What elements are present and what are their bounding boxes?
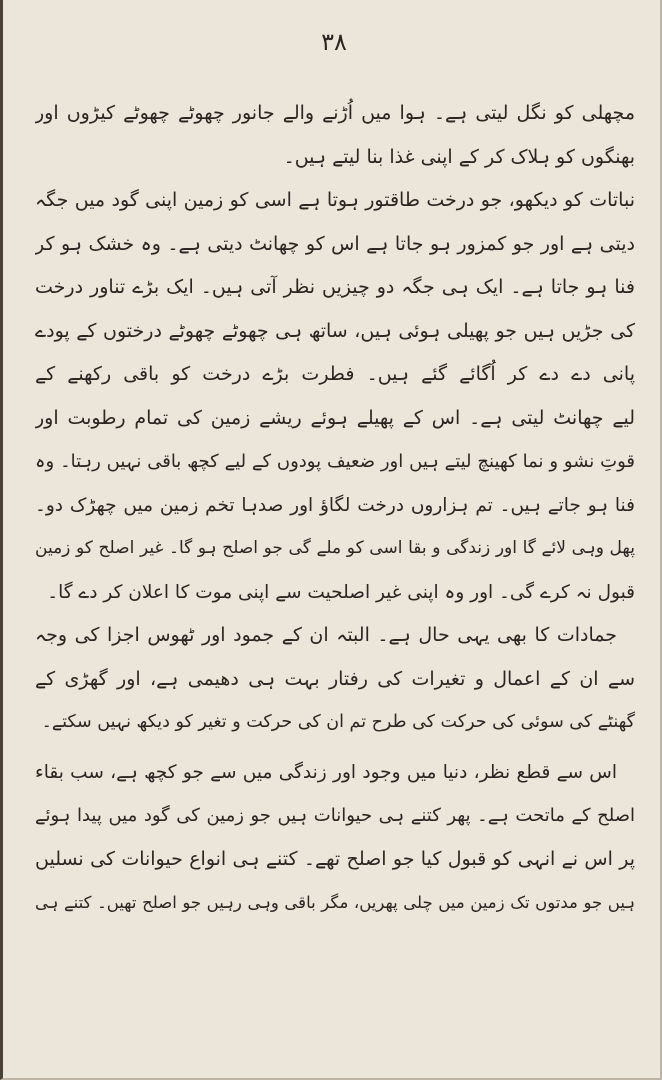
text-line: پر اس نے انہی کو قبول کیا جو اصلح تھے۔ کتنے ہی انواع حیوانات کی نسلیں bbox=[35, 847, 635, 870]
text-line: فنا ہو جاتے ہیں۔ تم ہزاروں درخت لگاؤ اور صدہا تخم زمین میں چھڑک دو۔ bbox=[35, 494, 635, 516]
text-line: جمادات کا بھی یہی حال ہے۔ البتہ ان کے جمود اور ٹھوس اجزا کی وجہ bbox=[35, 624, 617, 646]
text-line: گھنٹے کی سوئی کی حرکت کی طرح تم ان کی حرکت و تغیر کو دیکھ نہیں سکتے۔ bbox=[41, 712, 635, 732]
text-line: نباتات کو دیکھو، جو درخت طاقتور ہوتا ہے اسی کو زمین اپنی گود میں جگہ bbox=[35, 189, 635, 211]
text-line: اصلح کے ماتحت ہے۔ پھر کتنے ہی حیوانات ہیں جو زمین کی گود میں پیدا ہوئے bbox=[35, 805, 635, 826]
text-line: اس سے قطع نظر، دنیا میں وجود اور زندگی میں سے جو کچھ ہے، سب بقاء bbox=[35, 761, 617, 783]
text-line: قوتِ نشو و نما کھینچ لیتے ہیں اور ضعیف پودوں کے لیے کچھ باقی نہیں رہتا۔ وہ bbox=[35, 451, 635, 472]
text-line: سے ان کے اعمال و تغیرات کی رفتار بہت ہی دھیمی ہے، اور گھڑی کے bbox=[35, 667, 635, 690]
text-line: دیتی ہے اور جو کمزور ہو جاتا ہے اس کو چھانٹ دیتی ہے۔ وہ خشک ہو کر bbox=[35, 232, 635, 255]
page-number: ۳۸ bbox=[321, 28, 347, 56]
text-line: ہیں جو مدتوں تک زمین میں چلی پھریں، مگر باقی وہی رہیں جو اصلح تھیں۔ کتنے ہی bbox=[35, 893, 635, 912]
text-line: پھل وہی لائے گا اور زندگی و بقا اسی کو ملے گی جو اصلح ہو گا۔ غیر اصلح کو زمین bbox=[35, 538, 635, 558]
text-line: مچھلی کو نگل لیتی ہے۔ ہوا میں اُڑنے والے جانور چھوٹے چھوٹے کیڑوں اور bbox=[35, 102, 635, 124]
body-text bbox=[35, 92, 635, 925]
text-line: کی جڑیں ہیں جو پھیلی ہوئی ہیں، ساتھ ہی چھوٹے چھوٹے درختوں کے پودے bbox=[35, 319, 635, 342]
text-line: فنا ہو جاتا ہے۔ ایک ہی جگہ دو چیزیں نظر آتی ہیں۔ ایک بڑے تناور درخت bbox=[35, 276, 635, 298]
text-line: قبول نہ کرے گی۔ اور وہ اپنی غیر اصلحیت سے اپنی موت کا اعلان کر دے گا۔ bbox=[47, 581, 635, 603]
text-line: پانی دے دے کر اُگائے گئے ہیں۔ فطرت بڑے درخت کو باقی رکھنے کے bbox=[35, 363, 635, 385]
text-line: بھنگوں کو ہلاک کر کے اپنی غذا بنا لیتے ہیں۔ bbox=[283, 145, 635, 168]
text-line: لیے چھانٹ لیتی ہے۔ اس کے پھیلے ہوئے ریشے زمین کی تمام رطوبت اور bbox=[35, 406, 635, 429]
